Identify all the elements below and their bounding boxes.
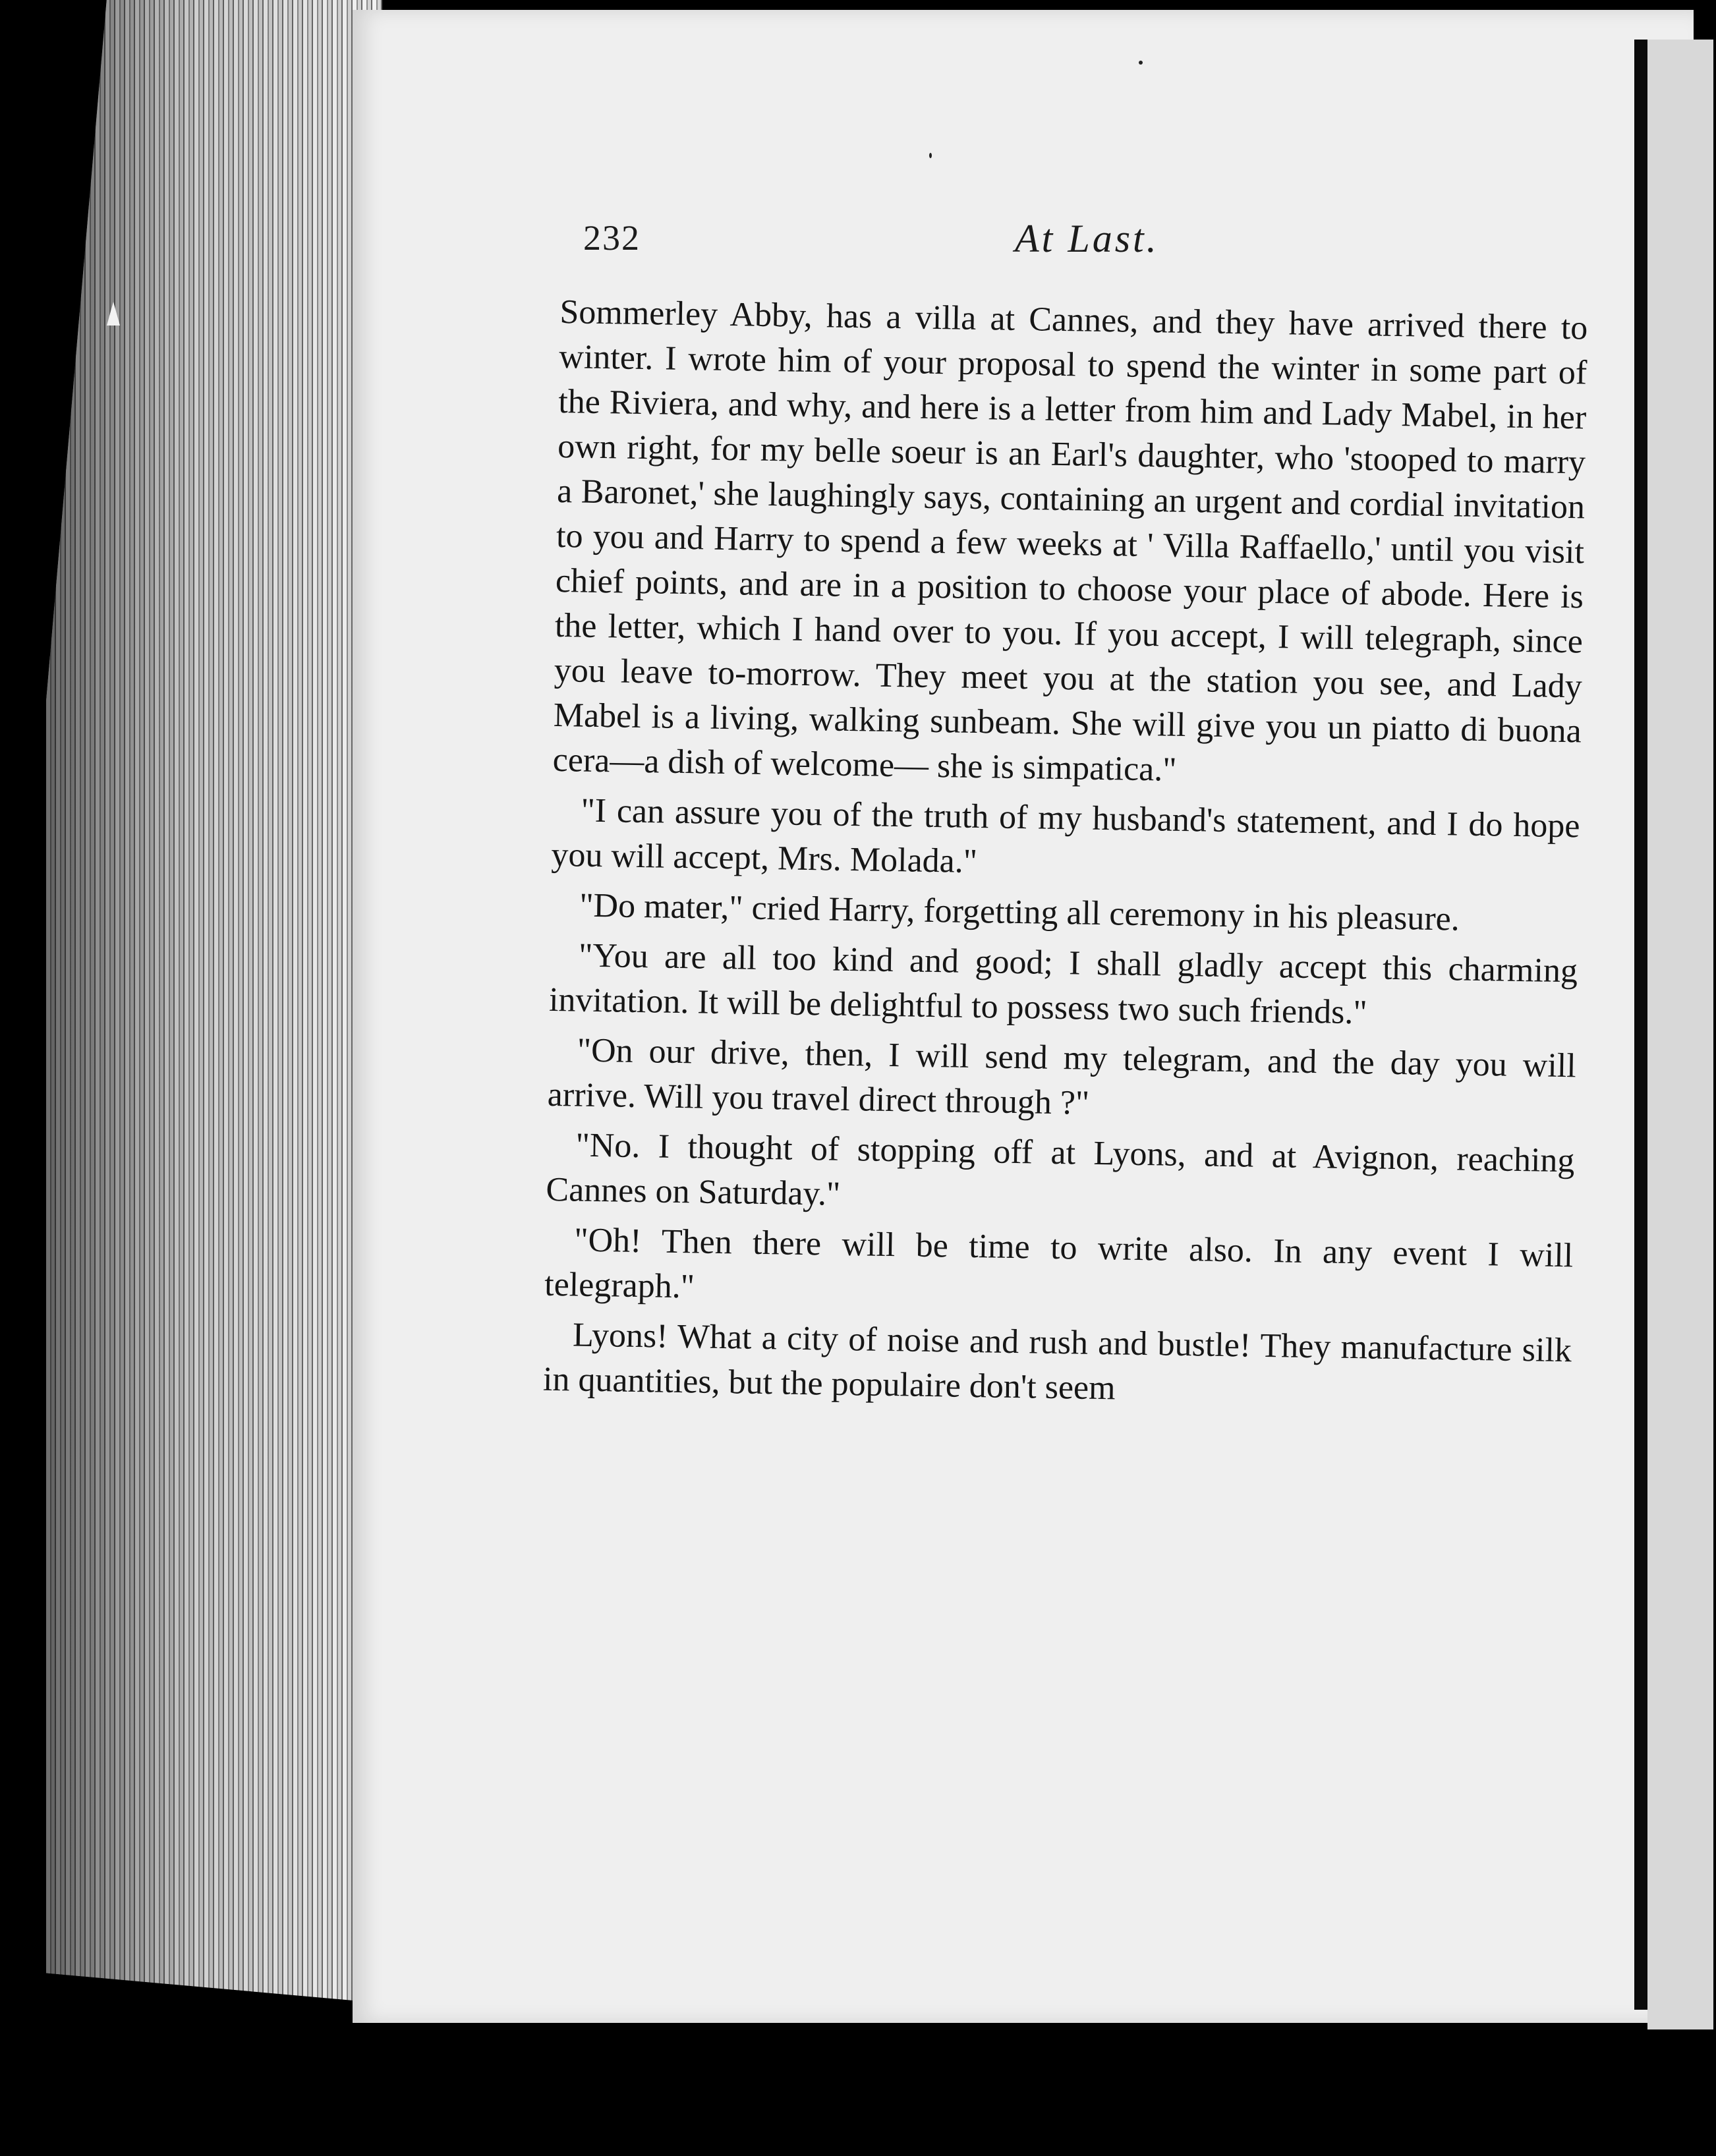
page-number: 232	[583, 218, 641, 258]
edge-arrow-marker	[107, 302, 120, 326]
right-gutter-shadow	[1634, 40, 1649, 2010]
paragraph: "Oh! Then there will be time to write also. In any event I will telegraph."	[544, 1221, 1574, 1306]
paragraph: "I can assure you of the truth of my husband's statement, and I do hope you will accept, Mrs. Molada."	[551, 791, 1580, 881]
dust-speck	[929, 153, 932, 158]
facing-page-edge	[1647, 40, 1713, 2029]
paragraph: Lyons! What a city of noise and rush and bustle! They manufacture silk in quantities, but the populaire don't seem	[542, 1316, 1572, 1407]
running-title: At Last.	[1015, 217, 1159, 260]
facing-page-glyph-fragments	[1708, 1595, 1713, 1700]
paragraph: "No. I thought of stopping off at Lyons, and at Avignon, reaching Cannes on Saturday."	[546, 1126, 1575, 1213]
paragraph: "On our drive, then, I will send my telegram, and the day you will arrive. Will you travel direct through ?"	[547, 1031, 1577, 1122]
dust-speck	[1139, 61, 1143, 65]
body-text	[542, 290, 1587, 1423]
page-edges-shadow	[46, 0, 382, 2003]
paragraph: Sommerley Abby, has a villa at Cannes, and they have arrived there to winter. I wrote him of your proposal to spend the winter in some part of the Riviera, and why, and here is a letter from him and Lady Mabel, in her own right, for my belle soeur is an Earl's daughter, who 'stooped to marry a Baronet,' she laughingly says, containing an urgent and cordial invitation to you and Harry to spend a few weeks at ' Villa Raffaello,' until you visit chief points, and are in a position to choose your place of abode. Here is the letter, which I hand over to you. If you accept, I will telegraph, since you leave to-morrow. They meet you at the station you see, and Lady Mabel is a living, walking sunbeam. She will give you un piatto di buona cera—a dish of welcome— she is simpatica."	[552, 293, 1588, 789]
paragraph: "Do mater," cried Harry, forgetting all ceremony in his pleasure.	[579, 886, 1460, 938]
paragraph: "You are all too kind and good; I shall gladly accept this charming invitation. It will be delightful to possess two such friends."	[548, 936, 1578, 1032]
